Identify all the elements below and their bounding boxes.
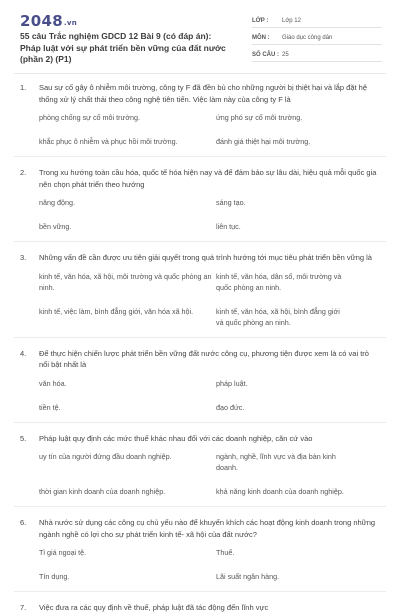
answer-option[interactable]: khả năng kinh doanh của doanh nghiệp. <box>216 487 344 496</box>
answer-option[interactable]: liên tục. <box>216 222 241 231</box>
answer-option[interactable]: đánh giá thiệt hại môi trường. <box>216 137 311 146</box>
question-text: Nhà nước sử dụng các công cụ chủ yếu nào để khuyến khích các hoạt động kinh doanh trong những ngành nghề có lợi cho sự phát triển kinh tế- xã hội của đất nước? <box>39 518 376 539</box>
info-row-count <box>252 48 382 62</box>
info-value: Lớp 12 <box>282 17 301 24</box>
question-divider <box>14 422 386 423</box>
document-header <box>0 0 400 78</box>
question-number: 4. <box>20 348 27 358</box>
answer-option[interactable]: Tín dụng. <box>39 572 70 581</box>
answer-option[interactable]: năng động. <box>39 198 75 207</box>
brand-name: 2048 <box>20 12 63 30</box>
question-divider <box>14 156 386 157</box>
answer-option[interactable]: uy tín của người đứng đầu doanh nghiệp. <box>39 452 172 461</box>
info-value: 25 <box>282 51 289 58</box>
answer-option[interactable]: văn hóa. <box>39 378 67 388</box>
question-number: 7. <box>20 603 27 612</box>
question-number: 3. <box>20 253 27 262</box>
answer-option[interactable]: thời gian kinh doanh của doanh nghiệp. <box>39 487 166 496</box>
question-text: Để thực hiện chiến lược phát triển bền vững đất nước công cụ, phương tiện được xem là có vai trò nổi bật nhất là <box>39 348 369 369</box>
question-divider <box>14 337 386 338</box>
question-text: Những vấn đề cần được ưu tiên giải quyết trong quá trình hướng tới mục tiêu phát triển bền vững là <box>39 253 372 262</box>
question-number: 1. <box>20 83 27 92</box>
answer-option[interactable]: ngành, nghề, lĩnh vực và địa bàn kinh doanh. <box>216 452 336 472</box>
question <box>0 348 400 423</box>
answer-option[interactable]: khắc phục ô nhiễm và phục hồi môi trường. <box>39 137 178 146</box>
question-number: 2. <box>20 168 27 177</box>
brand-suffix: .vn <box>63 19 78 27</box>
question <box>0 167 400 242</box>
brand-logo[interactable] <box>20 12 77 30</box>
answer-option[interactable]: kinh tế, văn hóa, dân số, môi trường và quốc phòng an ninh. <box>216 271 342 292</box>
question <box>0 433 400 508</box>
question-header <box>0 252 400 264</box>
answer-options <box>0 271 400 341</box>
question-text: Pháp luật quy định các mức thuế khác nhau đối với các doanh nghiệp, căn cứ vào <box>39 433 313 443</box>
answer-option[interactable]: Lãi suất ngân hàng. <box>216 572 280 581</box>
answer-options <box>0 451 400 510</box>
question-divider <box>14 591 386 592</box>
document-title: 55 câu Trắc nghiệm GDCD 12 Bài 9 (có đáp án): Pháp luật với sự phát triển bền vững của đất nước (phần 2) (P1) <box>20 31 226 64</box>
header-divider <box>14 73 386 74</box>
question-header <box>0 517 400 540</box>
answer-option[interactable]: pháp luật. <box>216 378 248 388</box>
info-key: LỚP : <box>252 17 269 24</box>
question-number: 6. <box>20 518 27 527</box>
question-header <box>0 602 400 614</box>
info-value: Giáo dục công dân <box>282 34 333 41</box>
answer-option[interactable]: kinh tế, văn hóa, xã hội, môi trường và quốc phòng an ninh. <box>39 271 212 292</box>
question-text: Trong xu hướng toàn cầu hóa, quốc tế hóa hiện nay và để đảm bảo sự lâu dài, hiệu quả mỗi quốc gia nên chọn phát triển theo hướng <box>39 168 377 189</box>
question <box>0 602 400 614</box>
info-row-class <box>252 14 382 28</box>
question-text: Việc đưa ra các quy định về thuế, pháp luật đã tác động đến lĩnh vực <box>39 603 269 612</box>
question <box>0 252 400 338</box>
question <box>0 517 400 592</box>
info-row-subject <box>252 31 382 45</box>
answer-option[interactable]: Tỉ giá ngoại tệ. <box>39 548 87 557</box>
question-header <box>0 167 400 190</box>
question-header <box>0 82 400 105</box>
answer-options <box>0 112 400 160</box>
question-header <box>0 348 400 371</box>
answer-options <box>0 547 400 595</box>
answer-option[interactable]: kinh tế, việc làm, bình đẳng giới, văn hóa xã hội. <box>39 306 194 316</box>
answer-option[interactable]: tiền tệ. <box>39 402 61 412</box>
question-header <box>0 433 400 445</box>
answer-option[interactable]: Thuế. <box>216 548 235 557</box>
answer-option[interactable]: bền vững. <box>39 222 72 231</box>
question-divider <box>14 241 386 242</box>
answer-option[interactable]: ứng phó sự cố môi trường. <box>216 113 303 122</box>
answer-option[interactable]: phòng chống sự cố môi trường. <box>39 113 141 122</box>
question-list <box>0 82 400 614</box>
question <box>0 82 400 157</box>
question-text: Sau sự cố gây ô nhiễm môi trường, công ty F đã đền bù cho những người bị thiệt hại và lắp đặt hệ thống xử lý chất thải theo công nghệ tiên tiến. Việc làm này của công ty F là <box>39 83 368 104</box>
answer-option[interactable]: đạo đức. <box>216 402 245 412</box>
info-panel <box>252 14 382 65</box>
answer-option[interactable]: sáng tạo. <box>216 198 246 207</box>
question-divider <box>14 506 386 507</box>
info-key: SỐ CÂU : <box>252 51 279 58</box>
answer-options <box>0 197 400 245</box>
answer-option[interactable]: kinh tế, văn hóa, xã hội, bình đẳng giới và quốc phòng an ninh. <box>216 306 340 327</box>
question-number: 5. <box>20 433 27 443</box>
answer-options <box>0 378 400 426</box>
info-key: MÔN : <box>252 34 270 41</box>
